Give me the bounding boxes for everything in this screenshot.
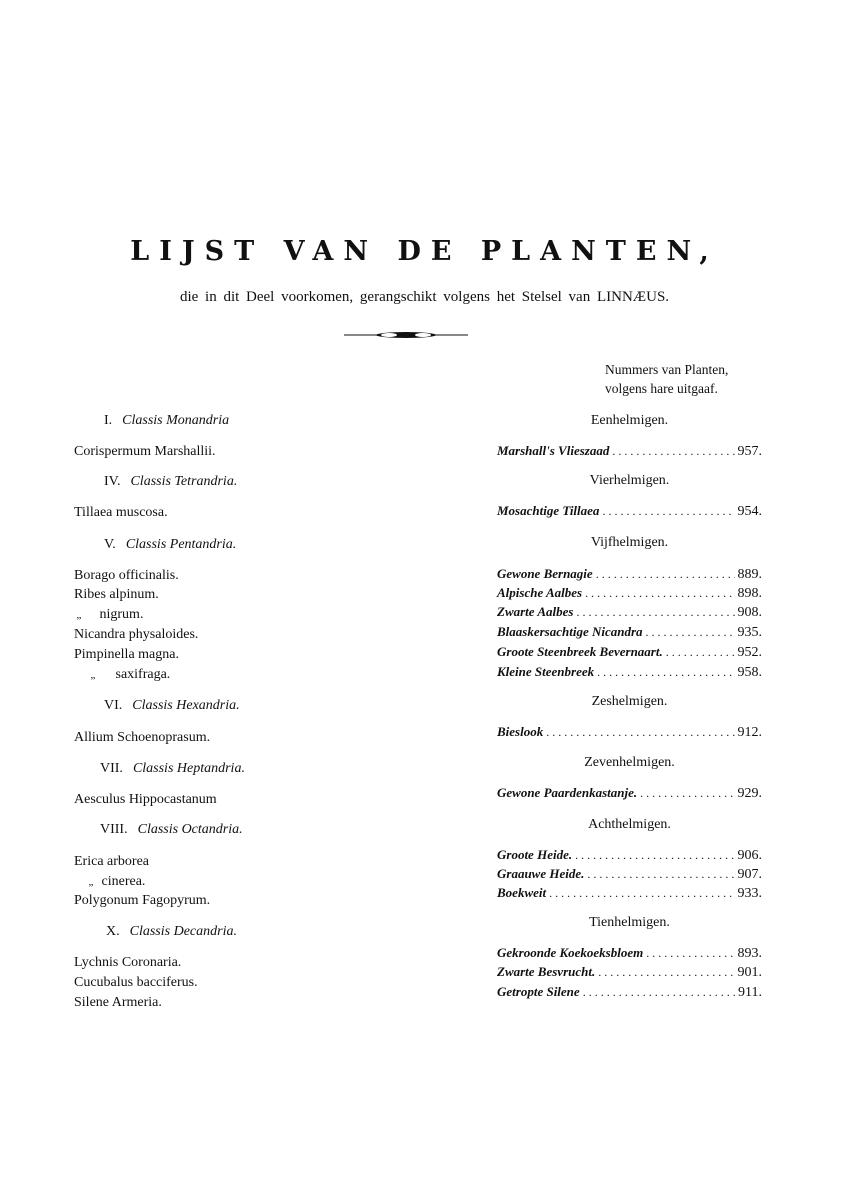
group-heading-zevenhelmigen: Zevenhelmigen.	[584, 755, 675, 770]
plant-item-ditto: „ cinerea.	[74, 874, 374, 890]
plant-item: Lychnis Coronaria.	[74, 955, 182, 970]
index-row: Mosachtige Tillaea . . . 954.	[497, 503, 762, 521]
group-heading-eenhelmigen: Eenhelmigen.	[590, 413, 669, 428]
plant-item: Silene Armeria.	[74, 995, 162, 1010]
plant-item: Nicandra physaloides.	[74, 627, 199, 642]
index-row: Zwarte Besvrucht. . . . 901.	[497, 964, 762, 982]
group-heading-achthelmigen: Achthelmigen.	[588, 817, 671, 832]
index-row: Zwarte Aalbes . . . 908.	[497, 604, 762, 622]
class-heading-pentandria: V. Classis Pentandria.	[104, 537, 237, 552]
ditto-mark: „	[90, 669, 96, 681]
plant-item: Borago officinalis.	[74, 568, 179, 583]
index-row: Graauwe Heide. . . . 907.	[497, 866, 762, 884]
index-row: Groote Steenbreek Bevernaart. . . . 952.	[497, 644, 762, 662]
class-heading-heptandria: VII. Classis Heptandria.	[100, 761, 245, 776]
group-heading-vijfhelmigen: Vijfhelmigen.	[590, 535, 669, 550]
group-heading-vierhelmigen: Vierhelmigen.	[589, 473, 670, 488]
index-row: Blaaskersachtige Nicandra . . . 935.	[497, 624, 762, 642]
plant-item: Aesculus Hippocastanum	[74, 792, 217, 807]
class-heading-decandria: X. Classis Decandria.	[106, 924, 237, 939]
class-heading-tetrandria: IV. Classis Tetrandria.	[104, 474, 238, 489]
index-row: Boekweit . . . 933.	[497, 885, 762, 903]
group-heading-tienhelmigen: Tienhelmigen.	[589, 915, 670, 930]
ditto-mark: „	[88, 876, 94, 888]
plant-item: Erica arborea	[74, 854, 149, 869]
index-row: Gekroonde Koekoeksbloem . . . 893.	[497, 945, 762, 963]
index-row: Kleine Steenbreek . . . 958.	[497, 664, 762, 682]
ornament-divider	[344, 331, 468, 339]
index-row: Marshall's Vlieszaad . . . 957.	[497, 443, 762, 461]
index-row: Groote Heide. . . . 906.	[497, 847, 762, 865]
index-row: Gewone Bernagie . . . 889.	[497, 566, 762, 584]
plant-item: Pimpinella magna.	[74, 647, 179, 662]
plant-item: Tillaea muscosa.	[74, 505, 168, 520]
plant-item-ditto: „ saxifraga.	[74, 667, 374, 683]
group-heading-zeshelmigen: Zeshelmigen.	[591, 694, 668, 709]
class-heading-hexandria: VI. Classis Hexandria.	[104, 698, 240, 713]
plant-item: Cucubalus bacciferus.	[74, 975, 198, 990]
plant-item: Corispermum Marshallii.	[74, 444, 216, 459]
plant-item: Allium Schoenoprasum.	[74, 730, 211, 745]
plant-item-ditto: „ nigrum.	[74, 607, 374, 623]
column-header-line1: Nummers van Planten,	[605, 362, 729, 377]
index-row: Getropte Silene . . . 911.	[497, 984, 762, 1002]
column-header-line2: volgens hare uitgaaf.	[605, 381, 718, 396]
index-row: Gewone Paardenkastanje. . . . 929.	[497, 785, 762, 803]
plant-item: Polygonum Fagopyrum.	[74, 893, 211, 908]
page-title: LIJST VAN DE PLANTEN,	[130, 236, 719, 267]
class-heading-monandria: I. Classis Monandria	[104, 413, 230, 428]
class-heading-octandria: VIII. Classis Octandria.	[100, 822, 243, 837]
page-subtitle: die in dit Deel voorkomen, gerangschikt volgens het Stelsel van LINNÆUS.	[179, 289, 670, 305]
plant-item: Ribes alpinum.	[74, 587, 159, 602]
ditto-mark: „	[76, 609, 82, 621]
index-row: Bieslook . . . 912.	[497, 724, 762, 742]
index-row: Alpische Aalbes . . . 898.	[497, 585, 762, 603]
